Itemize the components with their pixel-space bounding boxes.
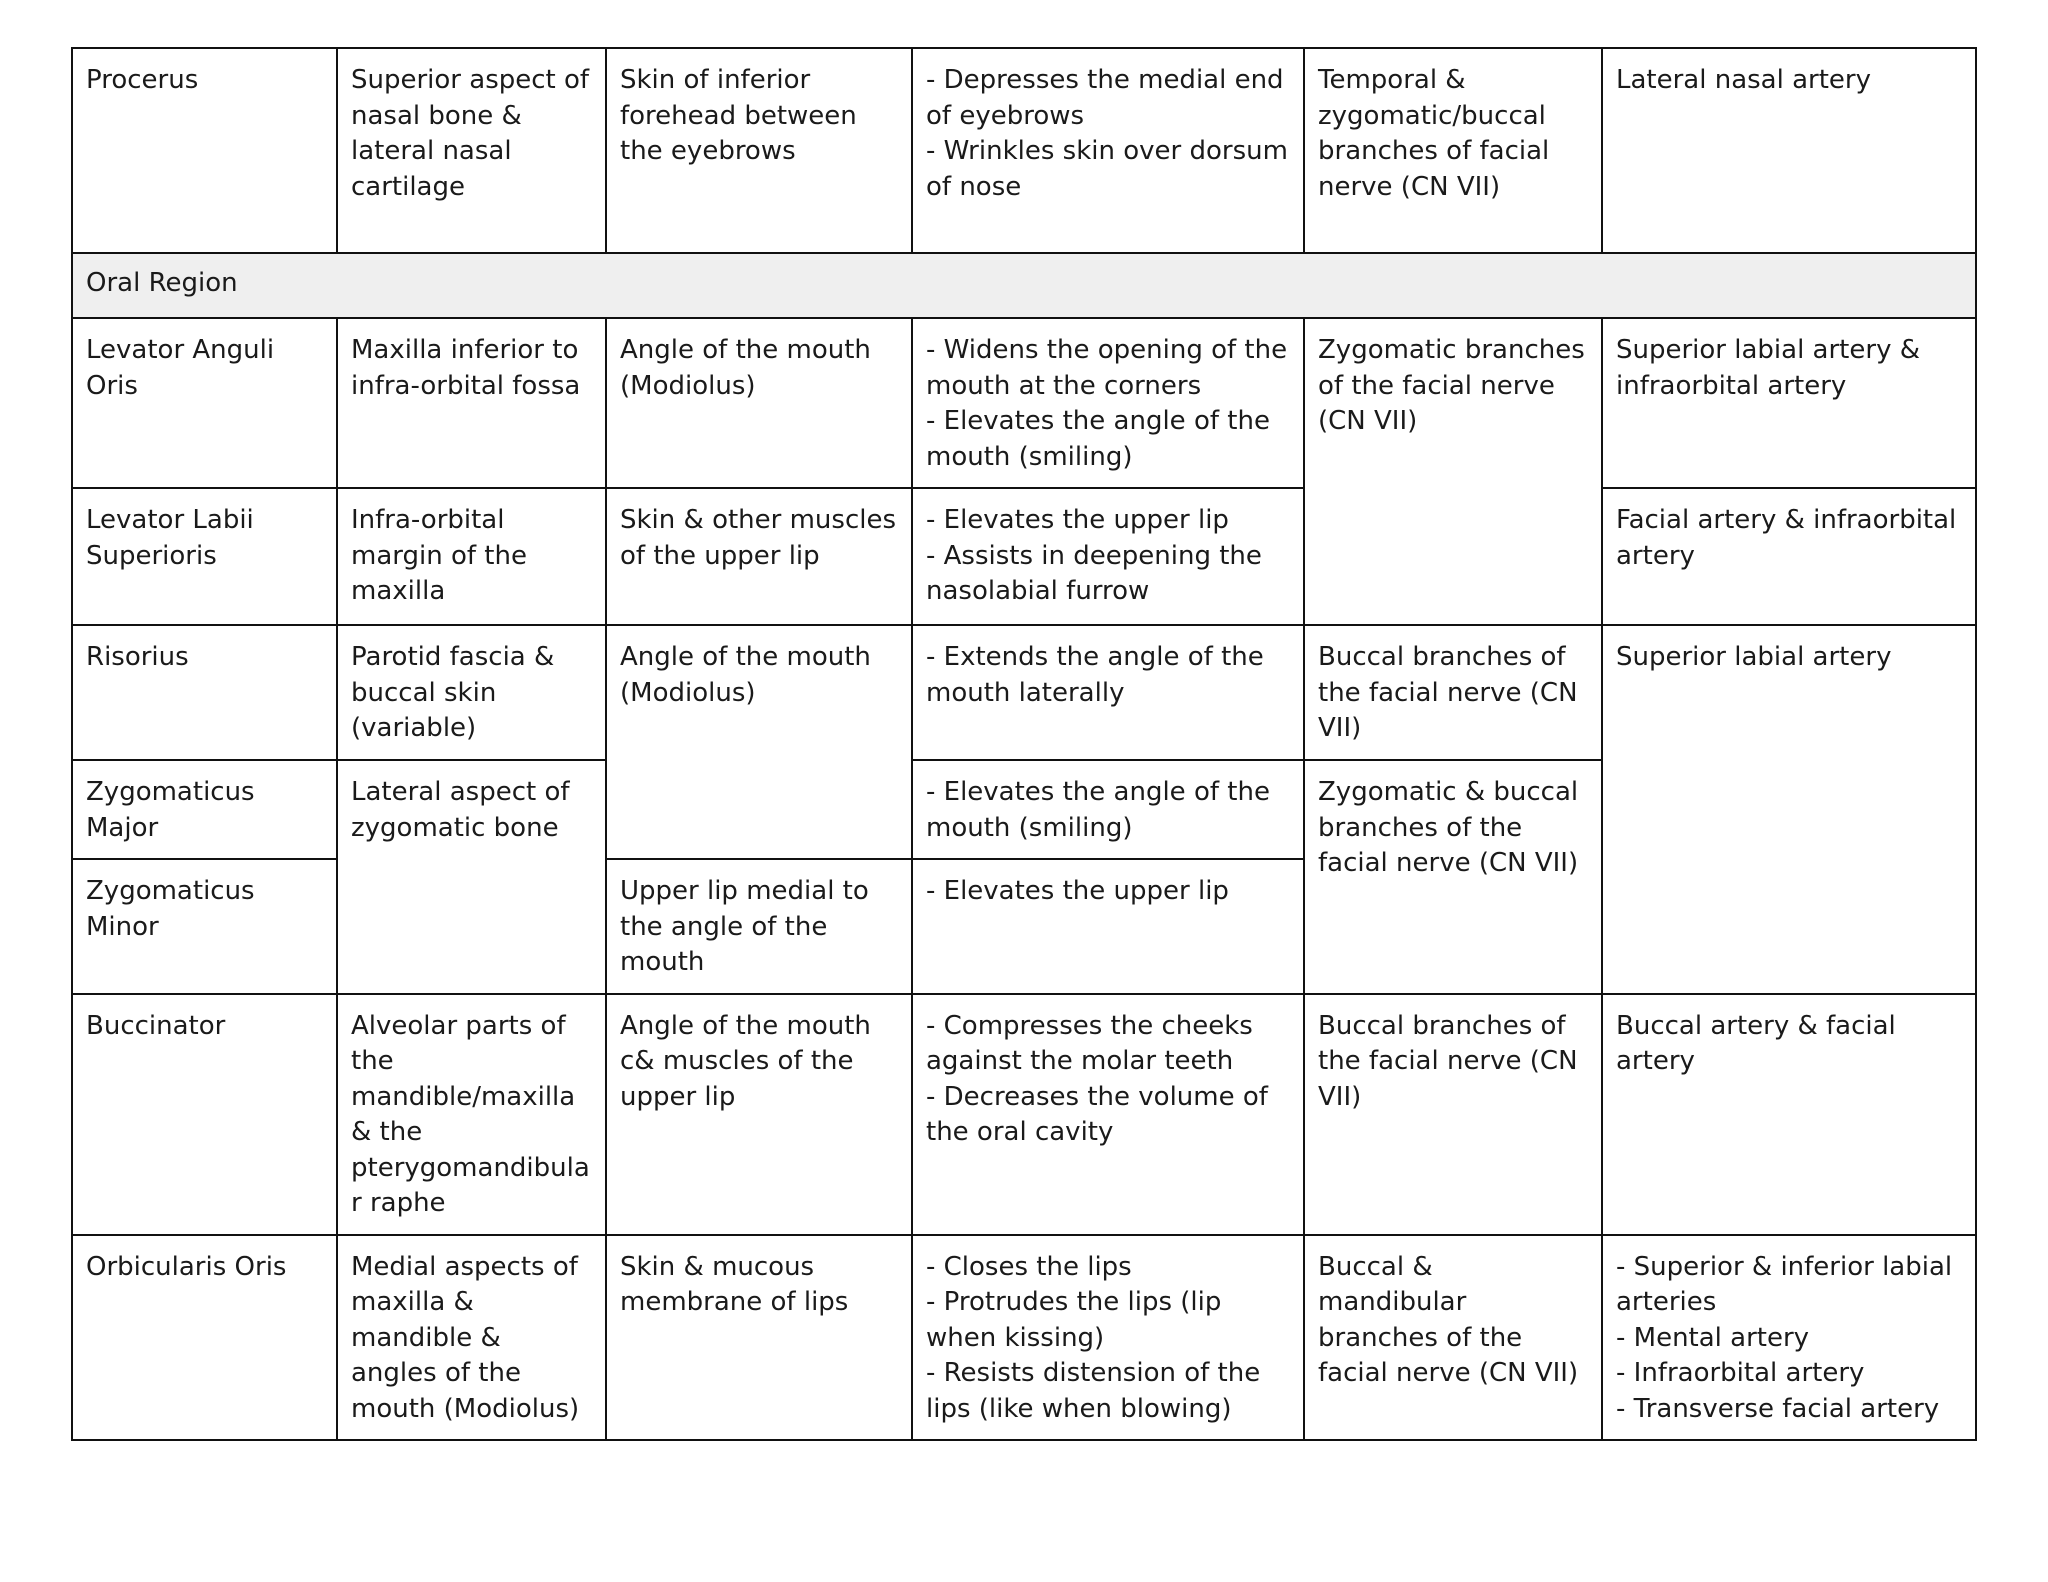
table-row bbox=[72, 994, 1976, 1235]
action-cell: - Closes the lips - Protrudes the lips (lip when kissing) - Resists distension of the lips (like when blowing) bbox=[912, 1235, 1304, 1441]
section-header-row bbox=[72, 253, 1976, 318]
origin-cell: Alveolar parts of the mandible/maxilla & the pterygomandibular raphe bbox=[337, 994, 606, 1235]
origin-cell: Lateral aspect of zygomatic bone bbox=[337, 760, 606, 994]
table-row bbox=[72, 625, 1976, 760]
innervation-cell: Buccal branches of the facial nerve (CN VII) bbox=[1304, 625, 1602, 760]
blood-supply-cell: Lateral nasal artery bbox=[1602, 48, 1976, 253]
muscle-name-cell: Levator Anguli Oris bbox=[72, 318, 337, 488]
blood-supply-cell: Buccal artery & facial artery bbox=[1602, 994, 1976, 1235]
origin-cell: Maxilla inferior to infra-orbital fossa bbox=[337, 318, 606, 488]
blood-supply-cell: Superior labial artery bbox=[1602, 625, 1976, 994]
table-row bbox=[72, 318, 1976, 488]
insertion-cell: Angle of the mouth (Modiolus) bbox=[606, 318, 912, 488]
facial-muscles-table bbox=[71, 47, 1977, 1441]
muscle-name-cell: Procerus bbox=[72, 48, 337, 253]
blood-supply-cell: Superior labial artery & infraorbital artery bbox=[1602, 318, 1976, 488]
muscle-name-cell: Zygomaticus Major bbox=[72, 760, 337, 859]
action-cell: - Elevates the upper lip bbox=[912, 859, 1304, 994]
blood-supply-cell: - Superior & inferior labial arteries - Mental artery - Infraorbital artery - Transverse facial artery bbox=[1602, 1235, 1976, 1441]
innervation-cell: Zygomatic branches of the facial nerve (CN VII) bbox=[1304, 318, 1602, 625]
innervation-cell: Temporal & zygomatic/buccal branches of facial nerve (CN VII) bbox=[1304, 48, 1602, 253]
origin-cell: Parotid fascia & buccal skin (variable) bbox=[337, 625, 606, 760]
action-cell: - Elevates the angle of the mouth (smiling) bbox=[912, 760, 1304, 859]
innervation-cell: Buccal branches of the facial nerve (CN VII) bbox=[1304, 994, 1602, 1235]
muscle-name-cell: Buccinator bbox=[72, 994, 337, 1235]
table-row bbox=[72, 48, 1976, 253]
origin-cell: Infra-orbital margin of the maxilla bbox=[337, 488, 606, 625]
insertion-cell: Upper lip medial to the angle of the mouth bbox=[606, 859, 912, 994]
muscle-name-cell: Risorius bbox=[72, 625, 337, 760]
insertion-cell: Angle of the mouth (Modiolus) bbox=[606, 625, 912, 859]
blood-supply-cell: Facial artery & infraorbital artery bbox=[1602, 488, 1976, 625]
innervation-cell: Buccal & mandibular branches of the facial nerve (CN VII) bbox=[1304, 1235, 1602, 1441]
table-row bbox=[72, 488, 1976, 625]
action-cell: - Elevates the upper lip - Assists in deepening the nasolabial furrow bbox=[912, 488, 1304, 625]
muscle-name-cell: Zygomaticus Minor bbox=[72, 859, 337, 994]
insertion-cell: Skin of inferior forehead between the eyebrows bbox=[606, 48, 912, 253]
insertion-cell: Skin & mucous membrane of lips bbox=[606, 1235, 912, 1441]
origin-cell: Superior aspect of nasal bone & lateral nasal cartilage bbox=[337, 48, 606, 253]
table-row bbox=[72, 1235, 1976, 1441]
action-cell: - Compresses the cheeks against the molar teeth - Decreases the volume of the oral cavity bbox=[912, 994, 1304, 1235]
action-cell: - Extends the angle of the mouth laterally bbox=[912, 625, 1304, 760]
muscle-name-cell: Levator Labii Superioris bbox=[72, 488, 337, 625]
innervation-cell: Zygomatic & buccal branches of the facial nerve (CN VII) bbox=[1304, 760, 1602, 994]
origin-cell: Medial aspects of maxilla & mandible & angles of the mouth (Modiolus) bbox=[337, 1235, 606, 1441]
action-cell: - Depresses the medial end of eyebrows - Wrinkles skin over dorsum of nose bbox=[912, 48, 1304, 253]
insertion-cell: Angle of the mouth c& muscles of the upper lip bbox=[606, 994, 912, 1235]
section-header-oral-region: Oral Region bbox=[72, 253, 1976, 318]
insertion-cell: Skin & other muscles of the upper lip bbox=[606, 488, 912, 625]
muscle-name-cell: Orbicularis Oris bbox=[72, 1235, 337, 1441]
action-cell: - Widens the opening of the mouth at the corners - Elevates the angle of the mouth (smiling) bbox=[912, 318, 1304, 488]
